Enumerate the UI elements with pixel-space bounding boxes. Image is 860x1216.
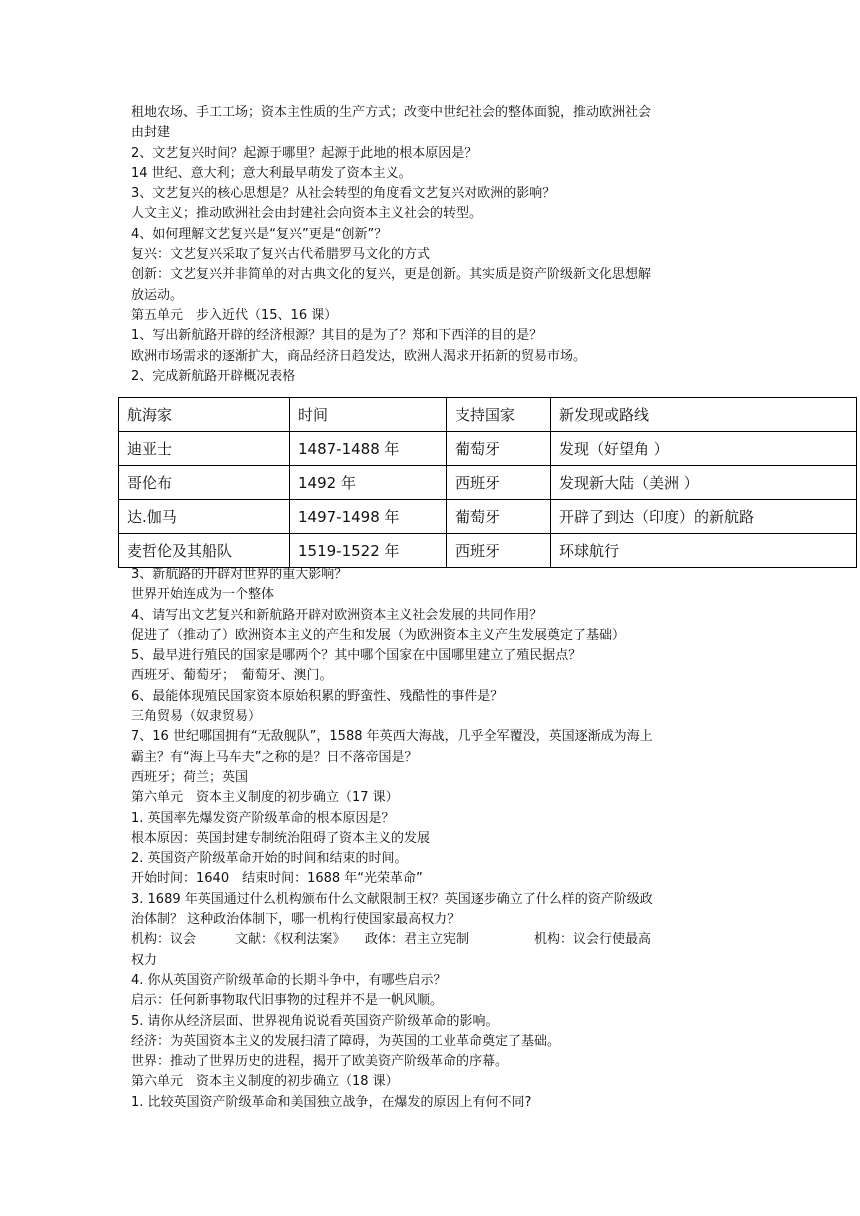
- answer-line: 启示：任何新事物取代旧事物的过程并不是一帆风顺。: [131, 993, 444, 1009]
- answer-line: 创新：文艺复兴并非简单的对古典文化的复兴，更是创新。其实质是资产阶级新文化思想解: [131, 267, 652, 283]
- table-cell: 迪亚士: [119, 432, 290, 466]
- answer-line: 经济：为英国资本主义的发展扫清了障碍，为英国的工业革命奠定了基础。: [131, 1033, 561, 1049]
- table-cell: 1487-1488 年: [290, 432, 447, 466]
- answer-line: 人文主义；推动欧洲社会由封建社会向资本主义社会的转型。: [131, 206, 483, 222]
- unit-heading: 第六单元 资本主义制度的初步确立（18 课）: [131, 1074, 399, 1090]
- question-line: 2. 英国资产阶级革命开始的时间和结束的时间。: [131, 851, 408, 867]
- table-row: [119, 432, 857, 466]
- question-line: 5. 请你从经济层面、世界视角说说看英国资产阶级革命的影响。: [131, 1013, 499, 1029]
- text-block-upper: [131, 103, 731, 387]
- question-line: 2、完成新航路开辟概况表格: [131, 368, 296, 384]
- answer-line: 促进了（推动了）欧洲资本主义的产生和发展（为欧洲资本主义产生发展奠定了基础）: [131, 627, 626, 643]
- question-line: 3. 1689 年英国通过什么机构颁布什么文献限制王权？英国逐步确立了什么样的资产阶级政: [131, 891, 653, 907]
- question-line: 4. 你从英国资产阶级革命的长期斗争中，有哪些启示？: [131, 972, 447, 988]
- question-line: 治体制？ 这种政治体制下，哪一机构行使国家最高权力？: [131, 912, 461, 928]
- table-cell: 1497-1498 年: [290, 500, 447, 534]
- question-line: 4、如何理解文艺复兴是“复兴”更是“创新”？: [131, 226, 388, 242]
- table-header-cell: 支持国家: [447, 398, 551, 432]
- table-header-row: [119, 398, 857, 432]
- answer-line: 欧洲市场需求的逐渐扩大，商品经济日趋发达，欧洲人渴求开拓新的贸易市场。: [131, 348, 587, 364]
- answer-line: 根本原因：英国封建专制统治阻碍了资本主义的发展: [131, 830, 431, 846]
- table-cell: 1519-1522 年: [290, 534, 447, 568]
- table-header-cell: 新发现或路线: [551, 398, 857, 432]
- answer-line: 开始时间：1640 结束时间：1688 年“光荣革命”: [131, 871, 423, 887]
- question-line: 3、文艺复兴的核心思想是？从社会转型的角度看文艺复兴对欧洲的影响？: [131, 186, 556, 202]
- answer-line: 世界开始连成为一个整体: [131, 587, 275, 603]
- table-cell: 发现新大陆（美洲 ）: [551, 466, 857, 500]
- answer-line: 西班牙、葡萄牙； 葡萄牙、澳门。: [131, 668, 333, 684]
- question-line: 7、16 世纪哪国拥有“无敌舰队”，1588 年英西大海战，几乎全军覆没，英国逐渐成为海上: [131, 729, 653, 745]
- table-cell: 1492 年: [290, 466, 447, 500]
- table-cell: 达.伽马: [119, 500, 290, 534]
- table-row: [119, 534, 857, 568]
- answer-line: 机构：议会 文献：《权利法案》 政体：君主立宪制 机构：议会行使最高: [131, 932, 652, 948]
- question-line: 4、请写出文艺复兴和新航路开辟对欧洲资本主义社会发展的共同作用？: [131, 607, 543, 623]
- table-row: [119, 500, 857, 534]
- answer-line: 权力: [131, 952, 158, 968]
- table-header-cell: 时间: [290, 398, 447, 432]
- question-line: 3、新航路的开辟对世界的重大影响？: [131, 567, 348, 582]
- table-cell: 西班牙: [447, 534, 551, 568]
- answer-line: 世界：推动了世界历史的进程，揭开了欧美资产阶级革命的序幕。: [131, 1054, 509, 1070]
- answer-line: 三角贸易（奴隶贸易）: [131, 709, 262, 725]
- voyage-table: [118, 397, 857, 568]
- unit-heading: 第六单元 资本主义制度的初步确立（17 课）: [131, 790, 399, 806]
- text-block-lower: [131, 565, 731, 1113]
- table-cell: 发现（好望角 ）: [551, 432, 857, 466]
- table-cell: 开辟了到达（印度）的新航路: [551, 500, 857, 534]
- question-line: 6、最能体现殖民国家资本原始积累的野蛮性、残酷性的事件是？: [131, 688, 504, 704]
- answer-line: 放运动。: [131, 287, 184, 303]
- text-line: 租地农场、手工工场；资本主性质的生产方式；改变中世纪社会的整体面貌，推动欧洲社会: [131, 105, 652, 120]
- answer-line: 西班牙；荷兰；英国: [131, 769, 249, 785]
- table-row: [119, 466, 857, 500]
- question-line: 1. 比较英国资产阶级革命和美国独立战争，在爆发的原因上有何不同?: [131, 1094, 532, 1110]
- table-cell: 西班牙: [447, 466, 551, 500]
- question-line: 2、文艺复兴时间？起源于哪里？起源于此地的根本原因是？: [131, 145, 478, 161]
- answer-line: 14 世纪、意大利；意大利最早萌发了资本主义。: [131, 165, 412, 181]
- text-line: 由封建: [131, 125, 171, 141]
- answer-line: 复兴：文艺复兴采取了复兴古代希腊罗马文化的方式: [131, 247, 431, 263]
- table-cell: 麦哲伦及其船队: [119, 534, 290, 568]
- table-cell: 葡萄牙: [447, 500, 551, 534]
- unit-heading: 第五单元 步入近代（15、16 课）: [131, 307, 338, 323]
- question-line: 1、写出新航路开辟的经济根源？其目的是为了？郑和下西洋的目的是？: [131, 328, 543, 344]
- question-line: 1. 英国率先爆发资产阶级革命的根本原因是？: [131, 810, 395, 826]
- table-cell: 哥伦布: [119, 466, 290, 500]
- table-cell: 葡萄牙: [447, 432, 551, 466]
- question-line: 霸主？有“海上马车夫”之称的是？日不落帝国是？: [131, 749, 418, 765]
- table-header-cell: 航海家: [119, 398, 290, 432]
- table-cell: 环球航行: [551, 534, 857, 568]
- question-line: 5、最早进行殖民的国家是哪两个？其中哪个国家在中国哪里建立了殖民据点？: [131, 648, 582, 664]
